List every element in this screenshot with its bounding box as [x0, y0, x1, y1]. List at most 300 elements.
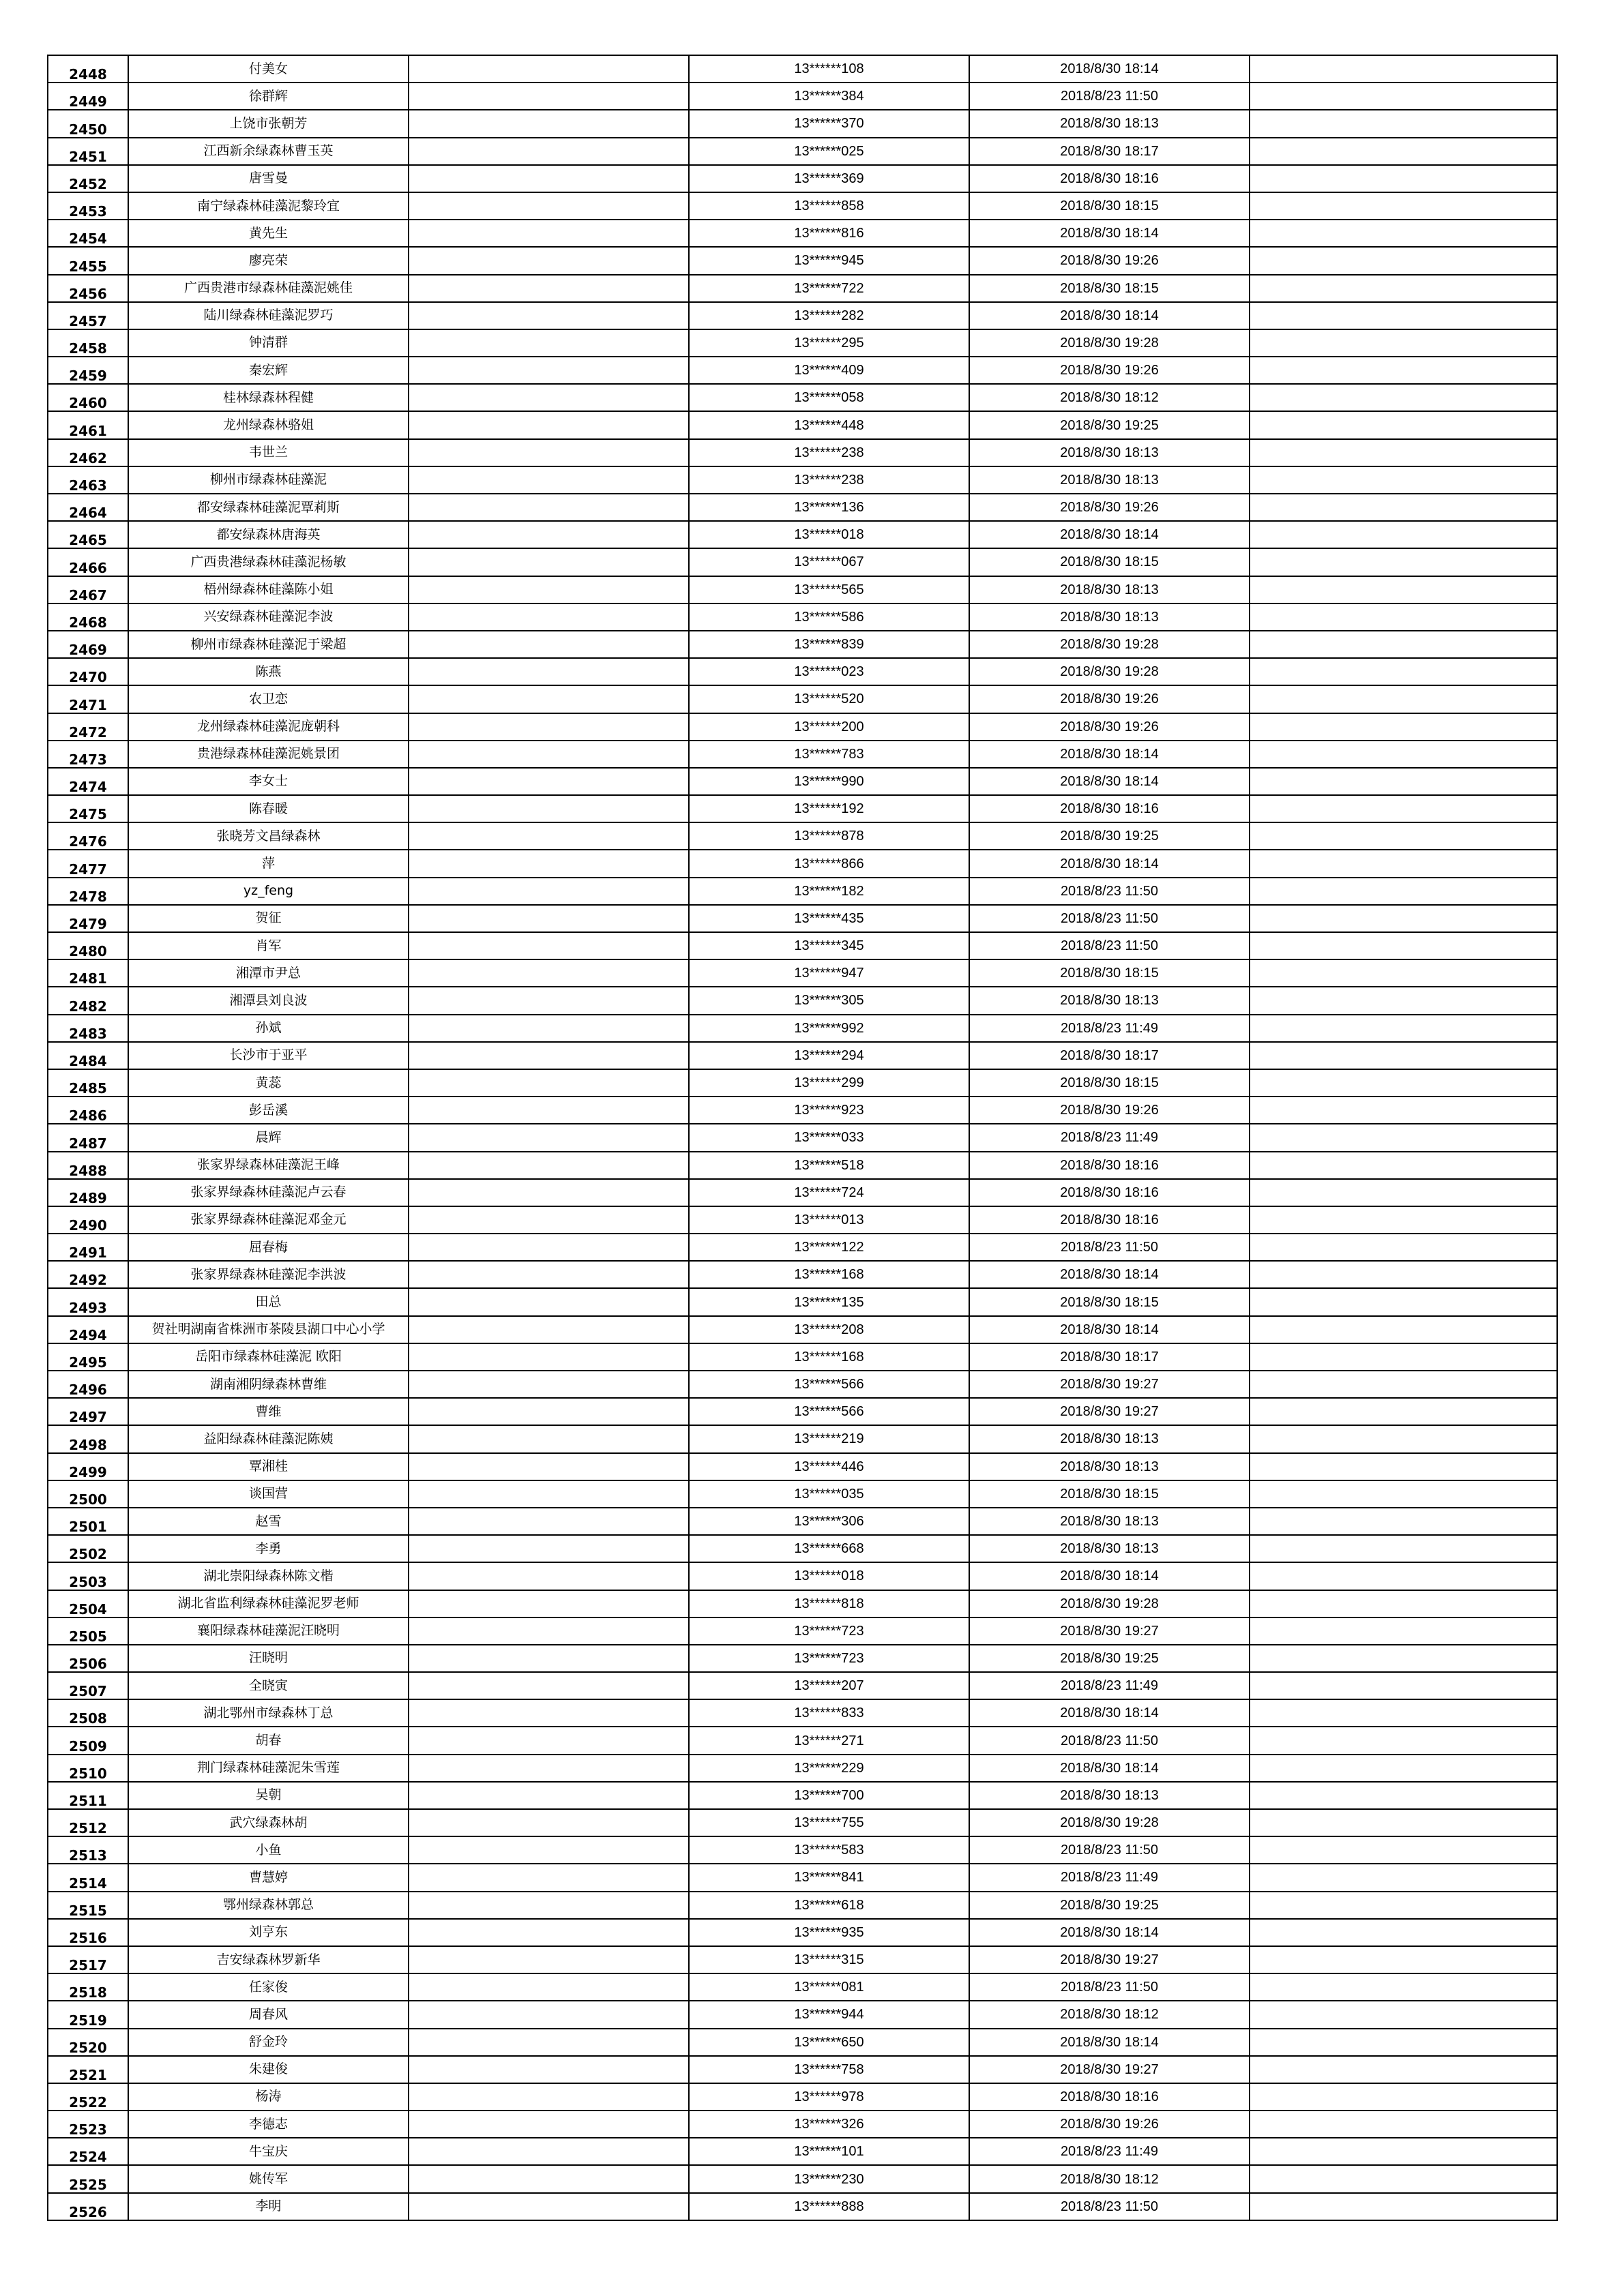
- time-cell: 2018/8/30 19:25: [969, 822, 1250, 850]
- name-cell: 孙斌: [128, 1015, 409, 1042]
- phone-cell: 13******586: [689, 603, 969, 631]
- empty-cell: [1250, 1590, 1557, 1617]
- time-cell: 2018/8/30 18:13: [969, 1508, 1250, 1535]
- table-row: [48, 220, 1557, 247]
- table-row: [48, 1562, 1557, 1590]
- empty-cell: [409, 850, 689, 877]
- time-cell: 2018/8/30 18:13: [969, 987, 1250, 1014]
- time-cell: 2018/8/30 18:14: [969, 1755, 1250, 1782]
- table-row: [48, 1234, 1557, 1261]
- empty-cell: [1250, 2165, 1557, 2192]
- time-cell: 2018/8/23 11:49: [969, 2138, 1250, 2165]
- name-cell: 陈燕: [128, 658, 409, 685]
- table-row: [48, 603, 1557, 631]
- phone-cell: 13******724: [689, 1179, 969, 1206]
- name-cell: 南宁绿森林硅藻泥黎玲宜: [128, 192, 409, 220]
- time-cell: 2018/8/30 19:27: [969, 1371, 1250, 1398]
- empty-cell: [1250, 138, 1557, 165]
- row-number-cell: 2498: [48, 1425, 128, 1452]
- row-number-cell: 2490: [48, 1206, 128, 1234]
- name-cell: 荆门绿森林硅藻泥朱雪莲: [128, 1755, 409, 1782]
- table-row: [48, 1617, 1557, 1645]
- phone-cell: 13******200: [689, 713, 969, 741]
- phone-cell: 13******136: [689, 494, 969, 521]
- table-row: [48, 2193, 1557, 2220]
- row-number-cell: 2487: [48, 1124, 128, 1151]
- registration-table: [47, 55, 1558, 2221]
- time-cell: 2018/8/30 18:14: [969, 1699, 1250, 1727]
- table-row: [48, 631, 1557, 658]
- name-cell: 龙州绿森林骆姐: [128, 411, 409, 438]
- phone-cell: 13******435: [689, 905, 969, 932]
- table-row: [48, 1398, 1557, 1425]
- table-row: [48, 1645, 1557, 1672]
- row-number-cell: 2524: [48, 2138, 128, 2165]
- phone-cell: 13******370: [689, 110, 969, 137]
- name-cell: 刘亨东: [128, 1919, 409, 1946]
- table-row: [48, 1836, 1557, 1864]
- row-number-cell: 2516: [48, 1919, 128, 1946]
- row-number-cell: 2519: [48, 2001, 128, 2028]
- empty-cell: [409, 768, 689, 795]
- name-cell: 贵港绿森林硅藻泥姚景团: [128, 741, 409, 768]
- empty-cell: [1250, 1480, 1557, 1508]
- empty-cell: [409, 1316, 689, 1343]
- name-cell: 周春风: [128, 2001, 409, 2028]
- phone-cell: 13******326: [689, 2111, 969, 2138]
- empty-cell: [1250, 850, 1557, 877]
- row-number-cell: 2505: [48, 1617, 128, 1645]
- name-cell: 贺征: [128, 905, 409, 932]
- table-row: [48, 1343, 1557, 1371]
- phone-cell: 13******025: [689, 138, 969, 165]
- row-number-cell: 2492: [48, 1261, 128, 1288]
- phone-cell: 13******238: [689, 439, 969, 466]
- table-row: [48, 1809, 1557, 1836]
- phone-cell: 13******566: [689, 1371, 969, 1398]
- row-number-cell: 2469: [48, 631, 128, 658]
- phone-cell: 13******018: [689, 521, 969, 548]
- name-cell: 张家界绿森林硅藻泥卢云春: [128, 1179, 409, 1206]
- empty-cell: [1250, 1809, 1557, 1836]
- name-cell: 岳阳市绿森林硅藻泥 欧阳: [128, 1343, 409, 1371]
- empty-cell: [1250, 275, 1557, 302]
- table-row: [48, 1782, 1557, 1809]
- time-cell: 2018/8/30 18:13: [969, 576, 1250, 603]
- empty-cell: [409, 2029, 689, 2056]
- table-row: [48, 192, 1557, 220]
- empty-cell: [1250, 2111, 1557, 2138]
- time-cell: 2018/8/30 19:26: [969, 1097, 1250, 1124]
- row-number-cell: 2452: [48, 165, 128, 192]
- name-cell: 李勇: [128, 1535, 409, 1562]
- name-cell: 黄蕊: [128, 1069, 409, 1097]
- name-cell: 上饶市张朝芳: [128, 110, 409, 137]
- empty-cell: [409, 192, 689, 220]
- time-cell: 2018/8/30 18:13: [969, 1782, 1250, 1809]
- phone-cell: 13******992: [689, 1015, 969, 1042]
- name-cell: 任家俊: [128, 1973, 409, 2001]
- time-cell: 2018/8/30 18:16: [969, 1179, 1250, 1206]
- row-number-cell: 2457: [48, 302, 128, 329]
- name-cell: 梧州绿森林硅藻陈小姐: [128, 576, 409, 603]
- table-row: [48, 850, 1557, 877]
- time-cell: 2018/8/30 18:15: [969, 1069, 1250, 1097]
- table-row: [48, 2138, 1557, 2165]
- row-number-cell: 2478: [48, 878, 128, 905]
- time-cell: 2018/8/30 19:27: [969, 2056, 1250, 2083]
- time-cell: 2018/8/30 18:14: [969, 741, 1250, 768]
- time-cell: 2018/8/30 18:14: [969, 220, 1250, 247]
- table-row: [48, 494, 1557, 521]
- phone-cell: 13******923: [689, 1097, 969, 1124]
- name-cell: 柳州市绿森林硅藻泥: [128, 466, 409, 494]
- row-number-cell: 2456: [48, 275, 128, 302]
- table-row: [48, 1425, 1557, 1452]
- row-number-cell: 2497: [48, 1398, 128, 1425]
- row-number-cell: 2448: [48, 55, 128, 83]
- phone-cell: 13******135: [689, 1288, 969, 1315]
- time-cell: 2018/8/30 19:28: [969, 1590, 1250, 1617]
- table-row: [48, 439, 1557, 466]
- name-cell: 襄阳绿森林硅藻泥汪晓明: [128, 1617, 409, 1645]
- empty-cell: [1250, 1508, 1557, 1535]
- empty-cell: [409, 1179, 689, 1206]
- time-cell: 2018/8/30 18:13: [969, 1535, 1250, 1562]
- row-number-cell: 2514: [48, 1864, 128, 1891]
- empty-cell: [409, 987, 689, 1014]
- row-number-cell: 2470: [48, 658, 128, 685]
- name-cell: 吉安绿森林罗新华: [128, 1946, 409, 1973]
- name-cell: 赵雪: [128, 1508, 409, 1535]
- empty-cell: [409, 1727, 689, 1754]
- row-number-cell: 2484: [48, 1042, 128, 1069]
- table-row: [48, 959, 1557, 987]
- row-number-cell: 2499: [48, 1453, 128, 1480]
- table-row: [48, 685, 1557, 713]
- empty-cell: [1250, 1234, 1557, 1261]
- table-row: [48, 1727, 1557, 1754]
- row-number-cell: 2449: [48, 83, 128, 110]
- empty-cell: [409, 878, 689, 905]
- time-cell: 2018/8/30 19:26: [969, 2111, 1250, 2138]
- name-cell: 益阳绿森林硅藻泥陈姨: [128, 1425, 409, 1452]
- name-cell: 徐群辉: [128, 83, 409, 110]
- row-number-cell: 2526: [48, 2193, 128, 2220]
- row-number-cell: 2462: [48, 439, 128, 466]
- phone-cell: 13******945: [689, 247, 969, 274]
- phone-cell: 13******282: [689, 302, 969, 329]
- table-row: [48, 932, 1557, 959]
- empty-cell: [409, 1809, 689, 1836]
- table-row: [48, 55, 1557, 83]
- empty-cell: [1250, 1152, 1557, 1179]
- time-cell: 2018/8/30 18:15: [969, 959, 1250, 987]
- phone-cell: 13******978: [689, 2083, 969, 2111]
- empty-cell: [409, 2056, 689, 2083]
- empty-cell: [409, 1288, 689, 1315]
- empty-cell: [1250, 494, 1557, 521]
- empty-cell: [409, 1480, 689, 1508]
- time-cell: 2018/8/23 11:50: [969, 1973, 1250, 2001]
- name-cell: 柳州市绿森林硅藻泥于梁超: [128, 631, 409, 658]
- time-cell: 2018/8/30 19:28: [969, 329, 1250, 357]
- name-cell: 长沙市于亚平: [128, 1042, 409, 1069]
- time-cell: 2018/8/30 18:15: [969, 1480, 1250, 1508]
- empty-cell: [1250, 1782, 1557, 1809]
- name-cell: 廖亮荣: [128, 247, 409, 274]
- table-row: [48, 1699, 1557, 1727]
- empty-cell: [1250, 905, 1557, 932]
- empty-cell: [1250, 1288, 1557, 1315]
- time-cell: 2018/8/30 18:14: [969, 302, 1250, 329]
- empty-cell: [1250, 1699, 1557, 1727]
- empty-cell: [1250, 1261, 1557, 1288]
- row-number-cell: 2463: [48, 466, 128, 494]
- empty-cell: [1250, 1097, 1557, 1124]
- phone-cell: 13******035: [689, 1480, 969, 1508]
- phone-cell: 13******947: [689, 959, 969, 987]
- name-cell: 张家界绿森林硅藻泥李洪波: [128, 1261, 409, 1288]
- phone-cell: 13******944: [689, 2001, 969, 2028]
- table-row: [48, 548, 1557, 576]
- phone-cell: 13******878: [689, 822, 969, 850]
- phone-cell: 13******168: [689, 1261, 969, 1288]
- row-number-cell: 2494: [48, 1316, 128, 1343]
- empty-cell: [1250, 2138, 1557, 2165]
- row-number-cell: 2460: [48, 384, 128, 411]
- time-cell: 2018/8/30 18:16: [969, 795, 1250, 822]
- row-number-cell: 2483: [48, 1015, 128, 1042]
- time-cell: 2018/8/30 18:17: [969, 1042, 1250, 1069]
- time-cell: 2018/8/23 11:50: [969, 1234, 1250, 1261]
- table-row: [48, 1097, 1557, 1124]
- row-number-cell: 2481: [48, 959, 128, 987]
- phone-cell: 13******023: [689, 658, 969, 685]
- row-number-cell: 2512: [48, 1809, 128, 1836]
- name-cell: 桂林绿森林程健: [128, 384, 409, 411]
- empty-cell: [1250, 631, 1557, 658]
- empty-cell: [409, 1836, 689, 1864]
- empty-cell: [1250, 1425, 1557, 1452]
- empty-cell: [1250, 466, 1557, 494]
- empty-cell: [1250, 439, 1557, 466]
- name-cell: 彭岳溪: [128, 1097, 409, 1124]
- table-row: [48, 658, 1557, 685]
- empty-cell: [409, 1562, 689, 1590]
- name-cell: 湖北省监利绿森林硅藻泥罗老师: [128, 1590, 409, 1617]
- time-cell: 2018/8/23 11:50: [969, 932, 1250, 959]
- empty-cell: [409, 959, 689, 987]
- name-cell: 秦宏辉: [128, 357, 409, 384]
- empty-cell: [1250, 548, 1557, 576]
- time-cell: 2018/8/23 11:49: [969, 1864, 1250, 1891]
- empty-cell: [409, 548, 689, 576]
- empty-cell: [409, 1069, 689, 1097]
- phone-cell: 13******192: [689, 795, 969, 822]
- phone-cell: 13******700: [689, 1782, 969, 1809]
- row-number-cell: 2517: [48, 1946, 128, 1973]
- empty-cell: [409, 1206, 689, 1234]
- time-cell: 2018/8/30 18:13: [969, 439, 1250, 466]
- table-row: [48, 384, 1557, 411]
- table-row: [48, 576, 1557, 603]
- time-cell: 2018/8/30 18:15: [969, 548, 1250, 576]
- name-cell: 江西新余绿森林曹玉英: [128, 138, 409, 165]
- time-cell: 2018/8/30 19:28: [969, 658, 1250, 685]
- empty-cell: [1250, 1453, 1557, 1480]
- empty-cell: [409, 1371, 689, 1398]
- time-cell: 2018/8/30 18:14: [969, 850, 1250, 877]
- name-cell: 胡春: [128, 1727, 409, 1754]
- name-cell: 兴安绿森林硅藻泥李波: [128, 603, 409, 631]
- phone-cell: 13******518: [689, 1152, 969, 1179]
- table-row: [48, 1261, 1557, 1288]
- empty-cell: [409, 411, 689, 438]
- row-number-cell: 2477: [48, 850, 128, 877]
- empty-cell: [1250, 987, 1557, 1014]
- table-row: [48, 2001, 1557, 2028]
- row-number-cell: 2450: [48, 110, 128, 137]
- time-cell: 2018/8/30 18:13: [969, 466, 1250, 494]
- empty-cell: [1250, 1562, 1557, 1590]
- empty-cell: [409, 2083, 689, 2111]
- name-cell: 唐雪曼: [128, 165, 409, 192]
- phone-cell: 13******369: [689, 165, 969, 192]
- empty-cell: [1250, 2056, 1557, 2083]
- empty-cell: [409, 1425, 689, 1452]
- phone-cell: 13******520: [689, 685, 969, 713]
- table-row: [48, 138, 1557, 165]
- empty-cell: [409, 576, 689, 603]
- time-cell: 2018/8/30 18:14: [969, 521, 1250, 548]
- empty-cell: [409, 1973, 689, 2001]
- empty-cell: [409, 1124, 689, 1151]
- row-number-cell: 2465: [48, 521, 128, 548]
- empty-cell: [409, 905, 689, 932]
- time-cell: 2018/8/30 19:26: [969, 494, 1250, 521]
- empty-cell: [409, 1343, 689, 1371]
- phone-cell: 13******990: [689, 768, 969, 795]
- phone-cell: 13******058: [689, 384, 969, 411]
- row-number-cell: 2485: [48, 1069, 128, 1097]
- table-row: [48, 2083, 1557, 2111]
- empty-cell: [409, 1645, 689, 1672]
- phone-cell: 13******122: [689, 1234, 969, 1261]
- name-cell: 张晓芳文昌绿森林: [128, 822, 409, 850]
- time-cell: 2018/8/30 19:27: [969, 1617, 1250, 1645]
- row-number-cell: 2508: [48, 1699, 128, 1727]
- empty-cell: [409, 2001, 689, 2028]
- empty-cell: [409, 1042, 689, 1069]
- row-number-cell: 2522: [48, 2083, 128, 2111]
- empty-cell: [1250, 55, 1557, 83]
- empty-cell: [1250, 302, 1557, 329]
- phone-cell: 13******858: [689, 192, 969, 220]
- empty-cell: [409, 1864, 689, 1891]
- empty-cell: [1250, 247, 1557, 274]
- row-number-cell: 2476: [48, 822, 128, 850]
- table-row: [48, 1535, 1557, 1562]
- empty-cell: [409, 741, 689, 768]
- empty-cell: [1250, 822, 1557, 850]
- name-cell: 肖军: [128, 932, 409, 959]
- time-cell: 2018/8/30 19:25: [969, 411, 1250, 438]
- empty-cell: [1250, 1316, 1557, 1343]
- table-row: [48, 1152, 1557, 1179]
- row-number-cell: 2471: [48, 685, 128, 713]
- phone-cell: 13******295: [689, 329, 969, 357]
- empty-cell: [1250, 2029, 1557, 2056]
- name-cell: 广西贵港绿森林硅藻泥杨敏: [128, 548, 409, 576]
- time-cell: 2018/8/30 19:27: [969, 1946, 1250, 1973]
- time-cell: 2018/8/30 18:13: [969, 1425, 1250, 1452]
- time-cell: 2018/8/30 19:28: [969, 631, 1250, 658]
- row-number-cell: 2506: [48, 1645, 128, 1672]
- time-cell: 2018/8/30 18:14: [969, 2029, 1250, 2056]
- name-cell: 屈春梅: [128, 1234, 409, 1261]
- empty-cell: [409, 357, 689, 384]
- empty-cell: [409, 603, 689, 631]
- empty-cell: [409, 1946, 689, 1973]
- row-number-cell: 2473: [48, 741, 128, 768]
- row-number-cell: 2482: [48, 987, 128, 1014]
- phone-cell: 13******229: [689, 1755, 969, 1782]
- row-number-cell: 2511: [48, 1782, 128, 1809]
- table-row: [48, 987, 1557, 1014]
- name-cell: 萍: [128, 850, 409, 877]
- empty-cell: [1250, 1535, 1557, 1562]
- empty-cell: [409, 1152, 689, 1179]
- table-row: [48, 110, 1557, 137]
- row-number-cell: 2475: [48, 795, 128, 822]
- table-row: [48, 1973, 1557, 2001]
- row-number-cell: 2451: [48, 138, 128, 165]
- empty-cell: [409, 329, 689, 357]
- name-cell: 牛宝庆: [128, 2138, 409, 2165]
- table-row: [48, 1124, 1557, 1151]
- time-cell: 2018/8/30 18:12: [969, 384, 1250, 411]
- phone-cell: 13******565: [689, 576, 969, 603]
- time-cell: 2018/8/30 18:17: [969, 138, 1250, 165]
- empty-cell: [409, 439, 689, 466]
- row-number-cell: 2501: [48, 1508, 128, 1535]
- table-row: [48, 247, 1557, 274]
- row-number-cell: 2493: [48, 1288, 128, 1315]
- empty-cell: [1250, 1042, 1557, 1069]
- name-cell: 李女士: [128, 768, 409, 795]
- empty-cell: [1250, 878, 1557, 905]
- table-row: [48, 2165, 1557, 2192]
- table-row: [48, 1316, 1557, 1343]
- time-cell: 2018/8/30 19:26: [969, 247, 1250, 274]
- table-row: [48, 1508, 1557, 1535]
- time-cell: 2018/8/30 19:28: [969, 1809, 1250, 1836]
- time-cell: 2018/8/30 18:12: [969, 2001, 1250, 2028]
- empty-cell: [1250, 1892, 1557, 1919]
- name-cell: 汪晓明: [128, 1645, 409, 1672]
- phone-cell: 13******839: [689, 631, 969, 658]
- empty-cell: [1250, 1206, 1557, 1234]
- table-row: [48, 1672, 1557, 1699]
- time-cell: 2018/8/30 18:14: [969, 55, 1250, 83]
- table-row: [48, 768, 1557, 795]
- phone-cell: 13******345: [689, 932, 969, 959]
- table-row: [48, 302, 1557, 329]
- row-number-cell: 2502: [48, 1535, 128, 1562]
- time-cell: 2018/8/30 18:16: [969, 165, 1250, 192]
- empty-cell: [1250, 603, 1557, 631]
